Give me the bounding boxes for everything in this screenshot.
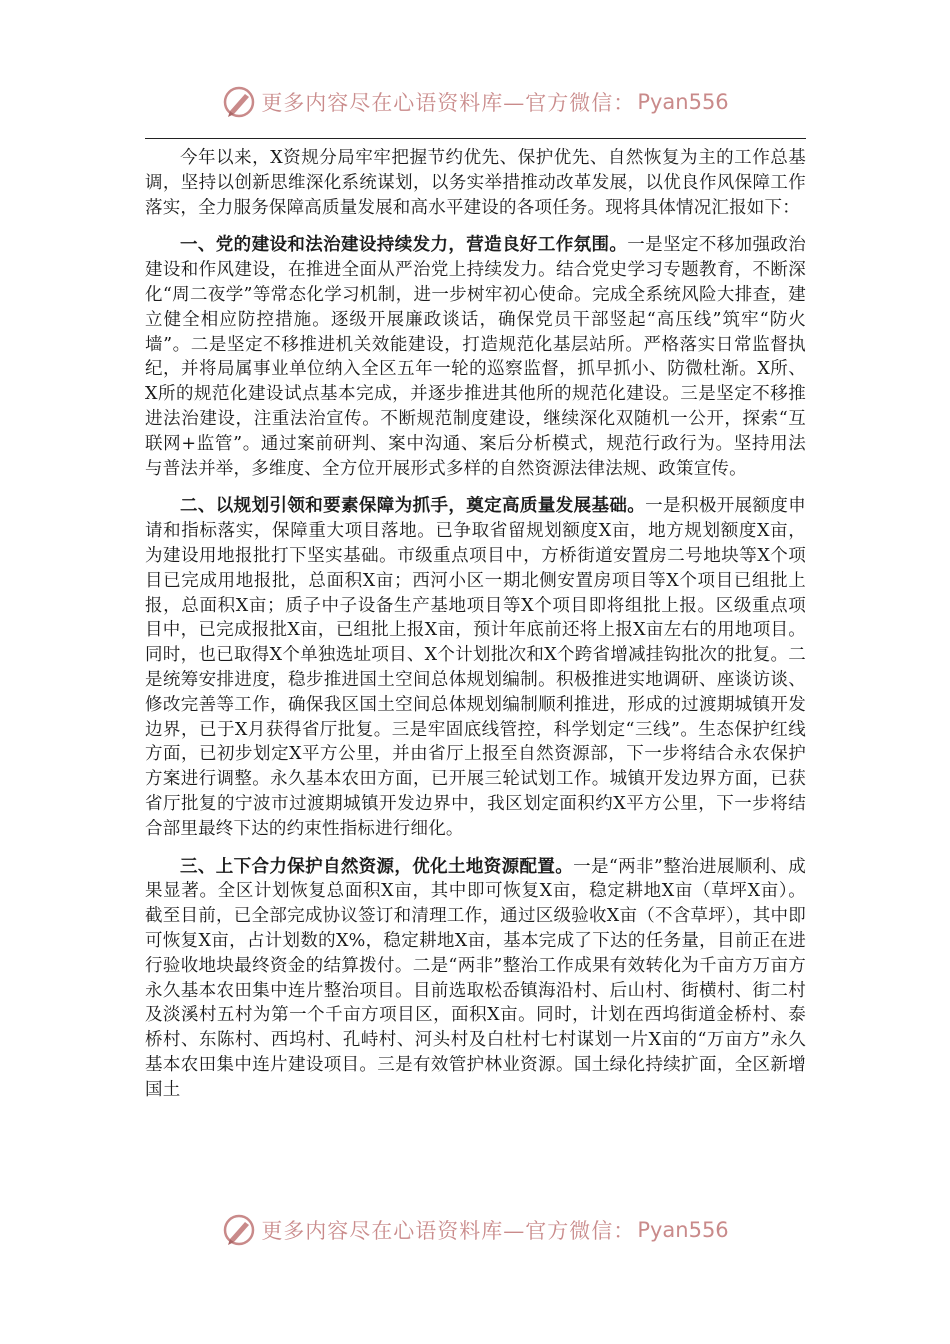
banner-text: 更多内容尽在心语资料库—官方微信：	[261, 91, 636, 115]
header-rule	[145, 138, 806, 139]
section-paragraph-3	[145, 855, 806, 1103]
section-paragraph-2	[145, 494, 806, 841]
section-heading-3: 三、上下合力保护自然资源，优化土地资源配置。	[180, 856, 574, 877]
banner-handle: Pyan556	[637, 1218, 729, 1242]
pen-logo-icon	[221, 84, 257, 120]
section-heading-2: 二、以规划引领和要素保障为抓手，奠定高质量发展基础。	[180, 496, 646, 517]
section-body-3: 一是“两非”整治进展顺利、成果显著。全区计划恢复总面积X亩，其中即可恢复X亩，稳定耕地X亩（草坪X亩）。截至目前，已全部完成协议签订和清理工作，通过区级验收X亩（不含草坪），其中即可恢复X亩，占计划数的X%，稳定耕地X亩，基本完成了下达的任务量，目前正在进行验收地块最终资金的结算拨付。二是“两非”整治工作成果有效转化为千亩方万亩方永久基本农田集中连片整治项目。目前选取松岙镇海沿村、后山村、街横村、街二村及淡溪村五村为第一个千亩方项目区，面积X亩。同时，计划在西坞街道金桥村、泰桥村、东陈村、西坞村、孔峙村、河头村及白杜村七村谋划一片X亩的“万亩方”永久基本农田集中连片建设项目。三是有效管护林业资源。国土绿化持续扩面，全区新增国土	[145, 856, 806, 1100]
intro-text: 今年以来，X资规分局牢牢把握节约优先、保护优先、自然恢复为主的工作总基调，坚持以创新思维深化系统谋划，以务实举措推动改革发展，以优良作风保障工作落实，全力服务保障高质量发展和高水平建设的各项任务。现将具体情况汇报如下：	[145, 148, 806, 218]
pen-logo-icon	[221, 1212, 257, 1248]
section-body-2: 一是积极开展额度申请和指标落实，保障重大项目落地。已争取省留规划额度X亩，地方规划额度X亩，为建设用地报批打下坚实基础。市级重点项目中，方桥街道安置房二号地块等X个项目已完成用地报批，总面积X亩；西河小区一期北侧安置房项目等X个项目已组批上报，总面积X亩；质子中子设备生产基地项目等X个项目即将组批上报。区级重点项目中，已完成报批X亩，已组批上报X亩，预计年底前还将上报X亩左右的用地项目。同时，也已取得X个单独选址项目、X个计划批次和X个跨省增减挂钩批次的批复。二是统筹安排进度，稳步推进国土空间总体规划编制。积极推进实地调研、座谈访谈、修改完善等工作，确保我区国土空间总体规划编制顺利推进，形成的过渡期城镇开发边界，已于X月获得省厅批复。三是牢固底线管控，科学划定“三线”。生态保护红线方面，已初步划定X平方公里，并由省厅上报至自然资源部，下一步将结合永农保护方案进行调整。永久基本农田方面，已开展三轮试划工作。城镇开发边界方面，已获省厅批复的宁波市过渡期城镇开发边界中，我区划定面积约X平方公里，下一步将结合部里最终下达的约束性指标进行细化。	[145, 496, 806, 839]
banner-text: 更多内容尽在心语资料库—官方微信：	[261, 1219, 636, 1243]
document-body	[145, 146, 806, 1115]
footer-banner	[0, 1210, 950, 1250]
header-banner	[0, 82, 950, 122]
section-body-1: 一是坚定不移加强政治建设和作风建设，在推进全面从严治党上持续发力。结合党史学习专题教育，不断深化“周二夜学”等常态化学习机制，进一步树牢初心使命。完成全系统风险大排查，建立健全相应防控措施。逐级开展廉政谈话，确保党员干部竖起“高压线”筑牢“防火墙”。二是坚定不移推进机关效能建设，打造规范化基层站所。严格落实日常监督执纪，并将局属事业单位纳入全区五年一轮的巡察监督，抓早抓小、防微杜渐。X所、X所的规范化建设试点基本完成，并逐步推进其他所的规范化建设。三是坚定不移推进法治建设，注重法治宣传。不断规范制度建设，继续深化双随机一公开，探索“互联网+监管”。通过案前研判、案中沟通、案后分析模式，规范行政行为。坚持用法与普法并举，多维度、全方位开展形式多样的自然资源法律法规、政策宣传。	[145, 235, 807, 479]
intro-paragraph	[145, 146, 806, 220]
section-paragraph-1	[145, 233, 806, 481]
banner-handle: Pyan556	[637, 90, 729, 114]
section-heading-1: 一、党的建设和法治建设持续发力，营造良好工作氛围。	[180, 235, 628, 256]
